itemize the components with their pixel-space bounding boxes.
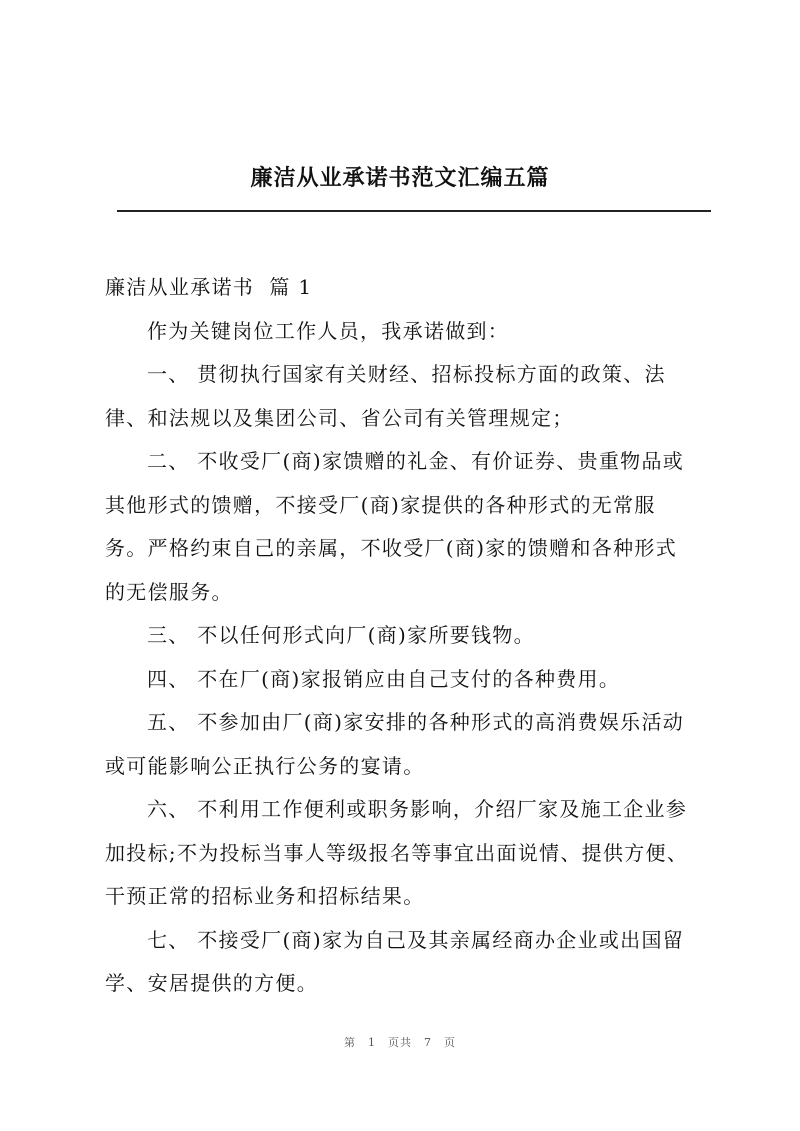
commitment-item-3: 三、 不以任何形式向厂(商)家所要钱物。 bbox=[147, 623, 535, 647]
footer-page-suffix: 页 bbox=[444, 1036, 456, 1049]
commitment-item-1: 一、 贯彻执行国家有关财经、招标投标方面的政策、法律、和法规以及集团公司、省公司有关管理规定； bbox=[105, 362, 666, 430]
footer-page-prefix: 第 bbox=[344, 1036, 356, 1049]
document-body bbox=[105, 266, 698, 1006]
commitment-item-6: 六、 不利用工作便利或职务影响，介绍厂家及施工企业参加投标;不为投标当事人等级报名等事宜出面说情、提供方便、干预正常的招标业务和招标结果。 bbox=[105, 797, 689, 908]
commitment-item-4: 四、 不在厂(商)家报销应由自己支付的各种费用。 bbox=[147, 666, 621, 691]
intro-paragraph: 作为关键岗位工作人员，我承诺做到： bbox=[147, 318, 510, 343]
commitment-item-7: 七、 不接受厂(商)家为自己及其亲属经商办企业或出国留学、安居提供的方便。 bbox=[105, 927, 685, 995]
section-heading: 廉洁从业承诺书 篇 1 bbox=[105, 275, 313, 299]
page-footer bbox=[0, 1034, 800, 1050]
document-title: 廉洁从业承诺书范文汇编五篇 bbox=[250, 165, 550, 191]
commitment-item-5: 五、 不参加由厂(商)家安排的各种形式的高消费娱乐活动或可能影响公正执行公务的宴请。 bbox=[105, 710, 685, 778]
footer-page-number: 1 bbox=[368, 1036, 376, 1049]
commitment-item-2: 二、 不收受厂(商)家馈赠的礼金、有价证券、贵重物品或其他形式的馈赠，不接受厂(商)家提供的各种形式的无常服务。严格约束自己的亲属，不收受厂(商)家的馈赠和各种形式的无偿服务。 bbox=[105, 449, 685, 604]
footer-page-middle: 页共 bbox=[388, 1036, 412, 1049]
title-underline bbox=[117, 210, 711, 212]
footer-total-pages: 7 bbox=[424, 1036, 432, 1049]
